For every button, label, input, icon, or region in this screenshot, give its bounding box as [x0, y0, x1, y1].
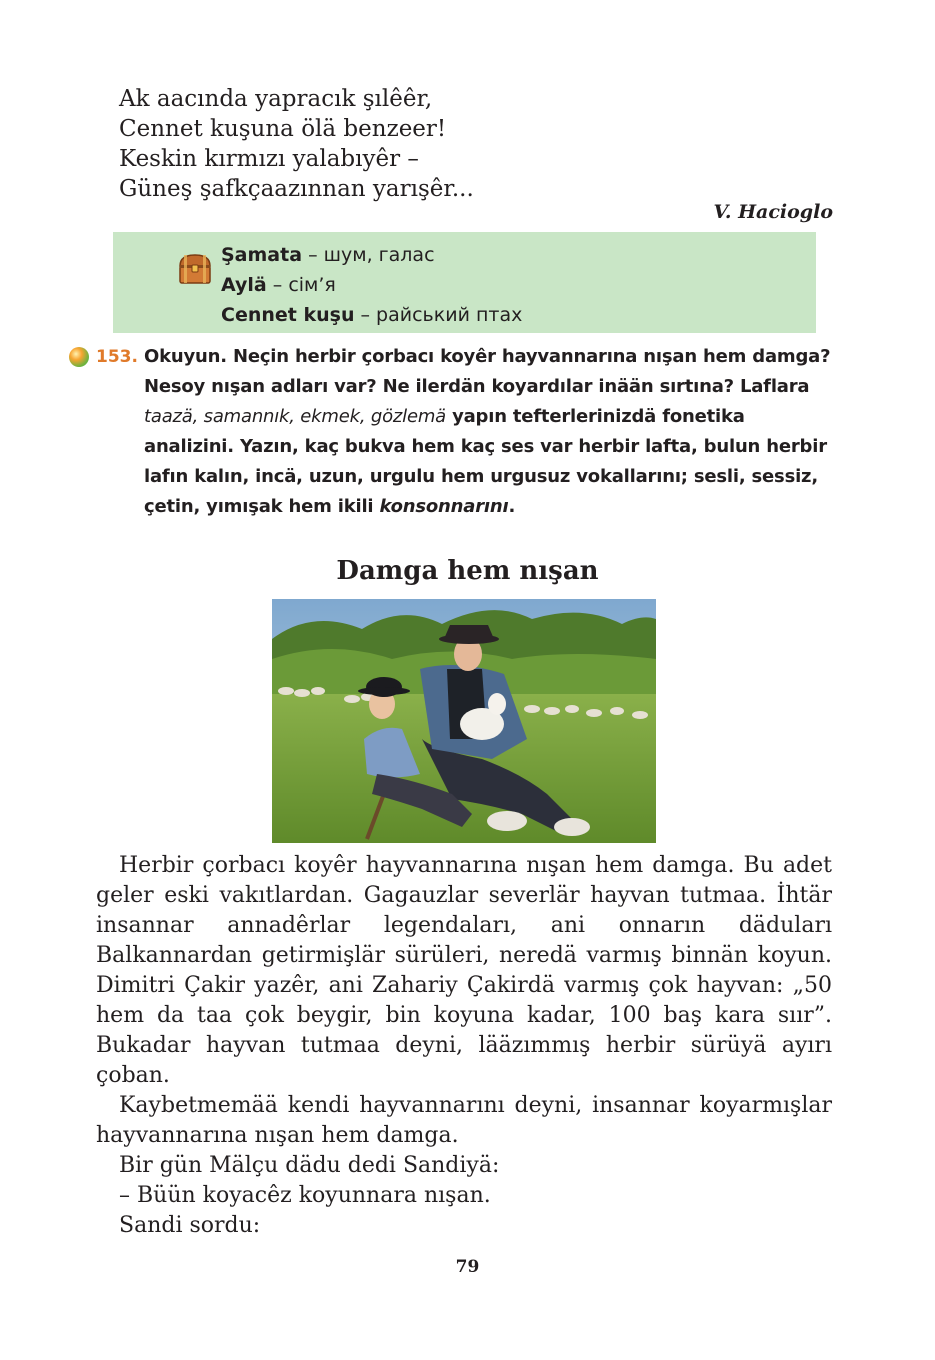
poem-author: V. Hacioglo [713, 201, 833, 223]
exercise-words: taazä, samannık, ekmek, gözlemä [144, 406, 446, 427]
glossary-term: Aylä [221, 274, 267, 296]
exercise-text [144, 342, 834, 522]
glossary-entry [221, 240, 522, 270]
story-body [96, 851, 832, 1241]
glossary-translation: – шум, галас [302, 244, 435, 266]
story-title: Damga hem nışan [336, 556, 599, 586]
shepherd-photo [272, 599, 656, 843]
exercise-end: . [508, 496, 516, 517]
story-paragraph: Sandi sordu: [119, 1213, 261, 1238]
glossary-translation: – сім’я [266, 274, 336, 296]
glossary-term: Şamata [221, 244, 303, 266]
story-paragraph: – Büün koyacêz koyunnara nışan. [119, 1183, 491, 1208]
treasure-chest-icon [177, 252, 213, 286]
poem-line: Keskin kırmızı yalabıyêr – [119, 146, 419, 172]
page-number: 79 [455, 1257, 480, 1277]
exercise-text-part: Okuyun. Neçin herbir çorbacı koyêr hayvannarına nışan hem damga? Nesoy nışan adları var? Ne ilerdän koyardılar inään sırtına? Laflara [144, 346, 831, 397]
poem-line: Cennet kuşuna ölä benzeer! [119, 116, 447, 142]
story-paragraph: Bir gün Mälçu dädu dedi Sandiyä: [119, 1153, 500, 1178]
story-paragraph: Herbir çorbacı koyêr hayvannarına nışan hem damga. Bu adet geler eski vakıtlardan. Gagauzlar severlär hayvan tutmaa. İhtär insannar annadêrlar legendaları, ani onnarın däduları Balkannardan getirmişlär sürüleri, neredä varmış binnän koyun. Dimitri Çakir yazêr, ani Zahariy Çakirdä varmış çok hayvan: „50 hem da taa çok beygir, bin koyuna kadar, 100 baş kara sıır”. Bukadar hayvan tutmaa deyni, lääzımmış herbir sürüyä ayırı çoban. [96, 853, 832, 1088]
glossary-box [113, 232, 816, 333]
poem-line: Güneş şafkçaazınnan yarışêr... [119, 176, 474, 202]
exercise-last-word: konsonnarını [379, 496, 509, 517]
exercise-text-part: yapın tefterlerinizdä fonetika analizini. Yazın, kaç bukva hem kaç ses var herbir lafta, bulun herbir lafın kalın, incä, uzun, urgulu hem urgusuz vokallarını; sesli, sessiz, çetin, yımışak hem ikili [144, 406, 827, 517]
poem-line: Ak aacında yapracık şılêêr, [119, 86, 433, 112]
bullet-icon [68, 346, 90, 368]
poem [119, 84, 719, 204]
glossary-translation: – райський птах [354, 304, 523, 326]
glossary-entry [221, 300, 522, 330]
glossary-entry [221, 270, 522, 300]
story-paragraph: Kaybetmemää kendi hayvannarını deyni, insannar koyarmışlar hayvannarına nışan hem damga. [96, 1093, 832, 1148]
glossary-term: Cennet kuşu [221, 304, 355, 326]
exercise-number: 153. [96, 347, 138, 367]
